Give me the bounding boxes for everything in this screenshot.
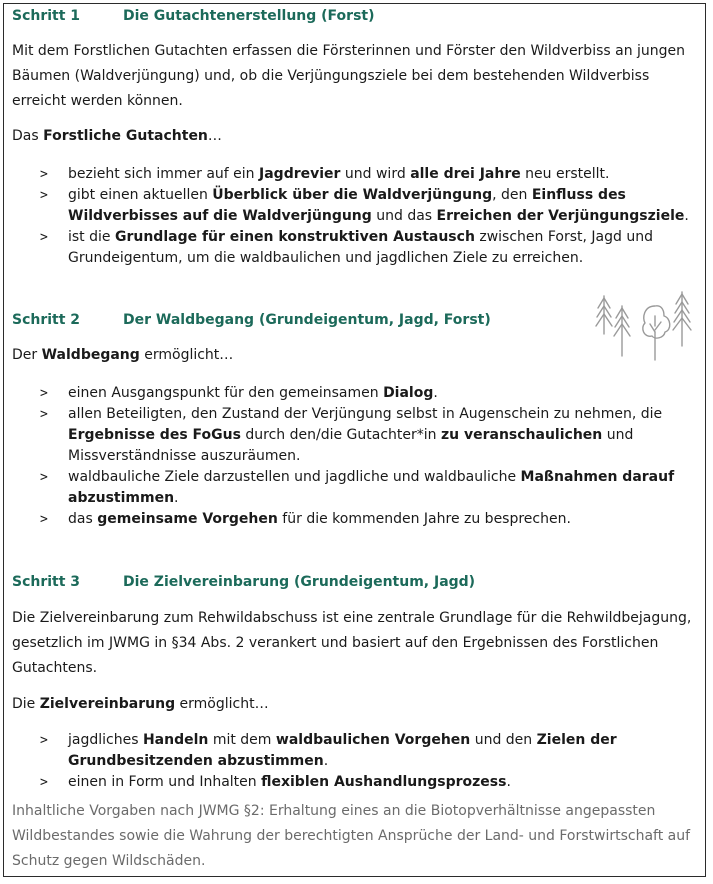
step-1-bullet-1: [12, 164, 702, 185]
bullet-text: .: [506, 774, 511, 790]
bullet-text: bezieht sich immer auf ein: [68, 166, 260, 182]
bullet-text: waldbauliche Ziele darzustellen und jagdliche und waldbauliche: [68, 469, 521, 485]
bullet-text: einen in Form und Inhalten: [68, 774, 262, 790]
bullet-arrow-icon: >: [40, 230, 48, 245]
step-3-number: Schritt 3: [12, 574, 81, 590]
step-1-lead-bold: Forstliche Gutachten: [43, 128, 208, 144]
bullet-text: ist die: [68, 229, 115, 245]
bullet-arrow-icon: >: [40, 407, 48, 422]
step-3-bullet-1: [12, 730, 702, 772]
bullet-text: und den: [470, 732, 537, 748]
step-2-number: Schritt 2: [12, 312, 81, 328]
bullet-bold-text: Handeln: [142, 732, 209, 748]
bullet-arrow-icon: >: [40, 386, 48, 401]
bullet-text: neu erstellt.: [520, 166, 610, 182]
step-3-lead: Die Zielvereinbarung ermöglicht…: [12, 696, 269, 712]
step-3-bullet-2: [12, 772, 702, 793]
bullet-text: .: [323, 753, 329, 769]
step-1-lead: Das Forstliche Gutachten…: [12, 128, 222, 144]
bullet-text: das: [68, 511, 98, 527]
bullet-text: mit dem: [208, 732, 276, 748]
bullet-text: durch den/die Gutachter*in: [240, 427, 441, 443]
bullet-bold-text: zu veranschaulichen: [440, 427, 603, 443]
step-2-lead-bold: Waldbegang: [41, 347, 140, 363]
step-1-title: Die Gutachtenerstellung (Forst): [123, 8, 375, 24]
bullet-text: und das: [371, 208, 437, 224]
bullet-bold-text: gemeinsame Vorgehen: [97, 511, 278, 527]
step-2-bullet-3: [12, 467, 702, 509]
step-3-heading: [12, 574, 475, 590]
bullet-text: .: [684, 208, 689, 224]
bullet-arrow-icon: >: [40, 733, 48, 748]
bullet-bold-text: Dialog: [383, 385, 434, 401]
step-3-title: Die Zielvereinbarung (Grundeigentum, Jagd): [123, 574, 476, 590]
bullet-bold-text: Jagdrevier: [259, 166, 341, 182]
bullet-bold-text: Überblick über die Waldverjüngung: [212, 187, 493, 203]
bullet-text: zwischen Forst, Jagd und Grundeigentum, um die waldbaulichen und jagdlichen Ziele zu erreichen.: [68, 229, 653, 266]
step-3-bullet-list: [12, 730, 702, 793]
step-3-lead-bold: Zielvereinbarung: [39, 696, 176, 712]
bullet-bold-text: Erreichen der Verjüngungsziele: [436, 208, 685, 224]
bullet-bold-text: alle drei Jahre: [410, 166, 521, 182]
bullet-bold-text: flexiblen Aushandlungsprozess: [261, 774, 507, 790]
step-2-bullet-1: [12, 383, 702, 404]
bullet-text: und Missverständnisse auszuräumen.: [68, 427, 634, 464]
bullet-arrow-icon: >: [40, 775, 48, 790]
step-1-bullet-2: [12, 185, 702, 227]
bullet-arrow-icon: >: [40, 512, 48, 527]
bullet-bold-text: Ergebnisse des FoGus: [68, 427, 241, 443]
document-frame: [3, 3, 706, 877]
bullet-text: für die kommenden Jahre zu besprechen.: [277, 511, 571, 527]
bullet-text: .: [174, 490, 179, 506]
step-2-heading: [12, 312, 491, 328]
step-3-intro: Die Zielvereinbarung zum Rehwildabschuss ist eine zentrale Grundlage für die Rehwildbejagung, gesetzlich im JWMG in §34 Abs. 2 verankert und basiert auf den Ergebnissen des Forstlichen Gutachtens.: [12, 610, 692, 676]
step-2-bullet-list: [12, 383, 702, 530]
bullet-arrow-icon: >: [40, 470, 48, 485]
step-1-bullet-list: [12, 164, 702, 269]
bullet-text: , den: [492, 187, 532, 203]
step-2-title: Der Waldbegang (Grundeigentum, Jagd, Forst): [123, 312, 491, 328]
step-1-bullet-3: [12, 227, 702, 269]
bullet-bold-text: Grundlage für einen konstruktiven Austausch: [114, 229, 475, 245]
bullet-text: und wird: [340, 166, 411, 182]
bullet-bold-text: Zielen der Grundbesitzenden abzustimmen: [68, 732, 617, 769]
bullet-text: jagdliches: [68, 732, 143, 748]
trees-icon: [592, 290, 698, 362]
bullet-bold-text: Einfluss des Wildverbisses auf die Waldverjüngung: [68, 187, 626, 224]
step-2-lead: Der Waldbegang ermöglicht…: [12, 347, 234, 363]
bullet-text: einen Ausgangspunkt für den gemeinsamen: [68, 385, 384, 401]
bullet-arrow-icon: >: [40, 167, 48, 182]
step-1-number: Schritt 1: [12, 8, 81, 24]
bullet-text: gibt einen aktuellen: [68, 187, 213, 203]
bullet-bold-text: Maßnahmen darauf abzustimmen: [68, 469, 675, 506]
bullet-text: allen Beteiligten, den Zustand der Verjüngung selbst in Augenschein zu nehmen, die: [68, 406, 663, 422]
bullet-bold-text: waldbaulichen Vorgehen: [275, 732, 471, 748]
step-2-bullet-2: [12, 404, 702, 467]
bullet-arrow-icon: >: [40, 188, 48, 203]
step-2-bullet-4: [12, 509, 702, 530]
step-1-intro: Mit dem Forstlichen Gutachten erfassen die Försterinnen und Förster den Wildverbiss an jungen Bäumen (Waldverjüngung) und, ob die Verjüngungsziele bei dem bestehenden Wildverbiss erreicht werden können.: [12, 43, 686, 109]
step-1-heading: [12, 8, 375, 24]
bullet-text: .: [433, 385, 438, 401]
step-3-footnote: Inhaltliche Vorgaben nach JWMG §2: Erhaltung eines an die Biotopverhältnisse angepassten Wildbestandes sowie die Wahrung der berechtigten Ansprüche der Land- und Forstwirtschaft auf Schutz gegen Wildschäden.: [12, 803, 691, 869]
